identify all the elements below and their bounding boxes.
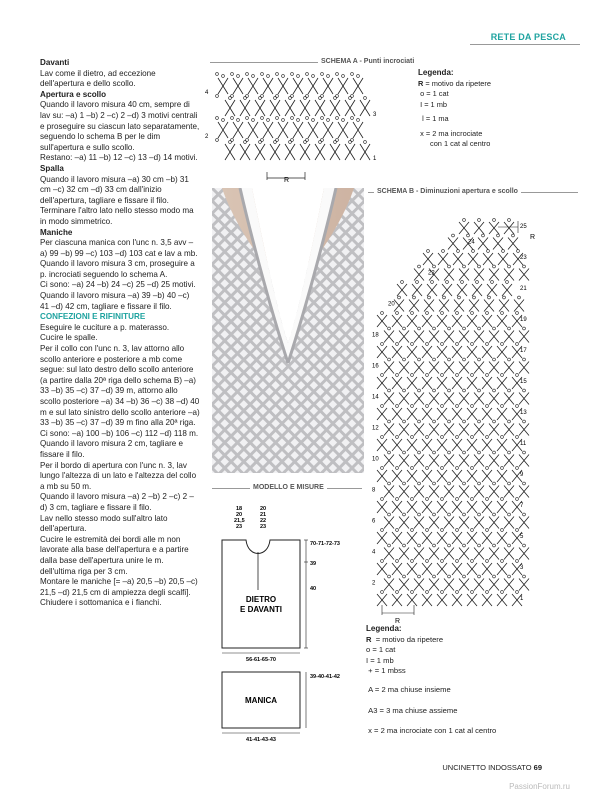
dc-icon: l: [422, 114, 424, 123]
schema-b-repeat-bottom: R: [395, 618, 401, 625]
schema-a-row-2: 2: [205, 134, 209, 140]
legend-b-item: R = motivo da ripetere: [366, 634, 444, 644]
schema-b-row-label: 7: [520, 503, 524, 509]
schema-b-row-label: 8: [372, 487, 376, 494]
text-maniche-4: Quando il lavoro misura –a) 39 –b) 40 –c) 41 –d) 42 cm, tagliare e fissare il filo.: [40, 291, 190, 311]
dim-width: 56-61-65-70: [246, 657, 276, 663]
chain-icon: o: [366, 645, 371, 655]
legend-a-item: R = motivo da ripetere: [418, 78, 491, 88]
svg-text:18: 18: [236, 506, 243, 512]
schema-a-grid: [216, 73, 370, 160]
text-spalla-2: Terminare l'altro lato nello stesso modo ma in modo simmetrico.: [40, 206, 194, 226]
schema-b-row-label: 9: [520, 472, 524, 478]
dim-armhole: 39: [310, 561, 317, 567]
sc-icon: I: [420, 99, 423, 109]
schema-b-row-label: 20: [388, 301, 395, 308]
schema-a-diagram: [205, 68, 385, 186]
schema-a-legend: [418, 68, 491, 150]
header-divider: [470, 44, 580, 45]
schema-b-row-label: 19: [520, 317, 527, 323]
page-number: 69: [533, 763, 542, 772]
legend-b-item: A = 2 ma chiuse insieme: [368, 684, 451, 694]
text-conf-3: Per il collo con l'unc n. 3, lav attorno allo scollo anteriore e posteriore a mb come segue: sul lato destro dello scollo anteriore (a partire dalla 20ª riga dello schema B) –a) 33 –b) 35 –c) 37 –d) 39 m, attorno allo scollo posteriore –a) 34 –b) 36 –c) 38 –d) 40 m e sul lato sinistro dello scollo anteriore –a) 33 –b) 35 –c) 37 –d) 39 m fino alla 20ª riga.: [40, 344, 200, 428]
schema-b-title: SCHEMA B - Diminuzioni apertura e scollo: [374, 188, 521, 195]
magazine-name: UNCINETTO INDOSSATO: [442, 763, 532, 772]
text-spalla: Quando il lavoro misura –a) 30 cm –b) 31 cm –c) 32 cm –d) 33 cm dall'inizio dell'apertura, tagliare e fissare il filo.: [40, 174, 189, 205]
text-conf-11: Chiudere i sottomanica e i fianchi.: [40, 598, 162, 608]
schema-b-row-label: 15: [520, 379, 527, 385]
schema-b-row-label: 23: [520, 255, 527, 261]
schema-b-row-label: 13: [520, 410, 527, 416]
svg-text:22: 22: [260, 518, 267, 524]
schema-b-right-labels: [520, 224, 527, 602]
schema-b-legend-title: Legenda:: [366, 624, 402, 633]
schema-b-diagram: [370, 205, 548, 625]
text-maniche-3: Ci sono: –a) 24 –b) 24 –c) 25 –d) 25 motivi.: [40, 280, 196, 290]
body-label-1: DIETRO: [245, 595, 277, 604]
dim-sleeve-length: 39-40-41-42: [310, 674, 340, 680]
watermark: PassionForum.ru: [509, 782, 570, 791]
heading-spalla: Spalla: [40, 163, 64, 173]
sc-icon: I: [366, 655, 369, 665]
legend-b-item: x = 2 ma incrociate con 1 cat al centro: [368, 726, 497, 736]
schema-b-row-label: 5: [520, 534, 524, 540]
svg-text:20: 20: [260, 506, 267, 512]
legend-b-item: A3 = 3 ma chiuse assieme: [368, 705, 458, 715]
schema-b-row-label: 3: [520, 565, 524, 571]
schema-b-row-label: 4: [372, 549, 376, 556]
crossed-dc-icon: x: [420, 128, 424, 138]
garment-photo: [212, 188, 364, 473]
text-conf-9: Cucire le estremità dei bordi alle m non lavorate alla base dell'apertura e a partire dalla base dell'apertura unire le m. dell'ultima riga per 3 cm.: [40, 534, 189, 576]
page-footer: [442, 763, 542, 772]
svg-text:20: 20: [236, 512, 243, 518]
text-conf-5: Quando il lavoro misura 2 cm, tagliare e fissare il filo.: [40, 439, 184, 459]
text-maniche-2: Quando il lavoro misura 3 cm, proseguire a p. incrociati seguendo lo schema A.: [40, 259, 195, 279]
schematic-diagram: [212, 500, 362, 750]
text-apertura-rest: Restano: –a) 11 –b) 12 –c) 13 –d) 14 motivi.: [40, 153, 198, 163]
schema-b-row-label: 12: [372, 425, 379, 432]
schema-b-row-label: 11: [520, 441, 527, 447]
legend-a-item: con 1 cat al centro: [430, 139, 491, 148]
instructions-column: [40, 58, 200, 609]
schema-b-repeat: R: [530, 234, 536, 241]
schema-b-row-label: 18: [372, 332, 379, 339]
text-apertura: Quando il lavoro misura 40 cm, sempre di lav su: –a) 1 –b) 2 –c) 2 –d) 3 motivi centrali e proseguire su ciascun lato separatamente, seguendo lo schema B per le dim sull'apertura e sullo scollo.: [40, 100, 200, 152]
dim-length: 70-71-72-73: [310, 541, 340, 547]
svg-text:23: 23: [260, 524, 267, 530]
text-conf-7: Quando il lavoro misura –a) 2 –b) 2 –c) 2 –d) 3 cm, tagliare e fissare il filo.: [40, 492, 194, 512]
svg-text:23: 23: [236, 524, 243, 530]
schema-a-repeat: R: [284, 177, 290, 184]
dc2tog-icon: A: [368, 684, 373, 694]
text-conf-8: Lav nello stesso modo sull'altro lato dell'apertura.: [40, 513, 168, 534]
text-conf-4: Ci sono: –a) 100 –b) 106 –c) 112 –d) 118 m.: [40, 428, 199, 438]
modello-title: MODELLO E MISURE: [250, 484, 327, 491]
legend-a-item: l = 1 ma: [422, 114, 449, 123]
schema-b-grid: [377, 219, 529, 606]
schema-a-legend-title: Legenda:: [418, 68, 454, 77]
schema-b-row-label: 17: [520, 348, 527, 354]
legend-a-item: o = 1 cat: [420, 89, 449, 98]
schema-b-row-label: 14: [372, 394, 379, 401]
chain-icon: o: [420, 89, 425, 98]
schema-b-row-label: 25: [520, 224, 527, 230]
section-tag: RETE DA PESCA: [490, 32, 566, 42]
heading-maniche: Maniche: [40, 227, 73, 237]
legend-b-item: + = 1 mbss: [368, 666, 406, 676]
schema-b-row-label: 16: [372, 363, 379, 370]
crossed-dc-icon: x: [368, 726, 372, 736]
schema-a-row-1: 1: [373, 156, 377, 162]
body-label-2: E DAVANTI: [240, 605, 282, 614]
schema-b-row-label: 24: [468, 239, 475, 246]
schema-b-row-label: 2: [372, 580, 376, 587]
legend-a-item: x = 2 ma incrociate: [420, 128, 483, 138]
text-conf-2: Cucire le spalle.: [40, 333, 98, 343]
dc3tog-icon: A3: [368, 705, 378, 715]
svg-text:21: 21: [260, 512, 267, 518]
text-conf-6: Per il bordo di apertura con l'unc n. 3, lav lungo l'altezza di un lato e l'altezza del collo a mb su 50 m.: [40, 460, 197, 491]
legend-b-item: o = 1 cat: [366, 645, 396, 655]
legend-a-item: I = 1 mb: [420, 99, 447, 109]
schema-a-row-3: 3: [373, 112, 377, 118]
text-conf-10: Montare le maniche [= –a) 20,5 –b) 20,5 –c) 21,5 –d) 21,5 cm di ampiezza degli scalfi].: [40, 577, 198, 597]
heading-apertura: Apertura e scollo: [40, 89, 107, 99]
text-davanti: Lav come il dietro, ad eccezione dell'apertura e dello scollo.: [40, 68, 156, 89]
svg-text:21,5: 21,5: [234, 518, 245, 524]
legend-b-item: I = 1 mb: [366, 655, 394, 665]
schema-b-row-label: 21: [520, 286, 527, 292]
heading-confezioni: CONFEZIONI E RIFINITURE: [40, 312, 146, 322]
schema-a-row-4: 4: [205, 90, 209, 96]
schema-b-legend: [366, 624, 496, 737]
dim-side: 40: [310, 586, 317, 592]
schema-b-row-label: 10: [372, 456, 379, 463]
text-maniche: Per ciascuna manica con l'unc n. 3,5 avv –a) 99 –b) 99 –c) 103 –d) 103 cat e lav a mb.: [40, 238, 198, 258]
dim-sleeve-width: 41-41-43-43: [246, 737, 276, 743]
sleeve-label: MANICA: [245, 696, 277, 705]
schema-b-row-label: 22: [428, 270, 435, 277]
schema-b-row-label: 1: [520, 596, 524, 602]
slip-stitch-icon: +: [368, 666, 373, 676]
heading-davanti: Davanti: [40, 58, 70, 67]
schema-b-row-label: 6: [372, 518, 376, 525]
schema-a-title: SCHEMA A - Punti incrociati: [318, 58, 417, 65]
text-conf-1: Eseguire le cuciture a p. materasso.: [40, 322, 170, 332]
